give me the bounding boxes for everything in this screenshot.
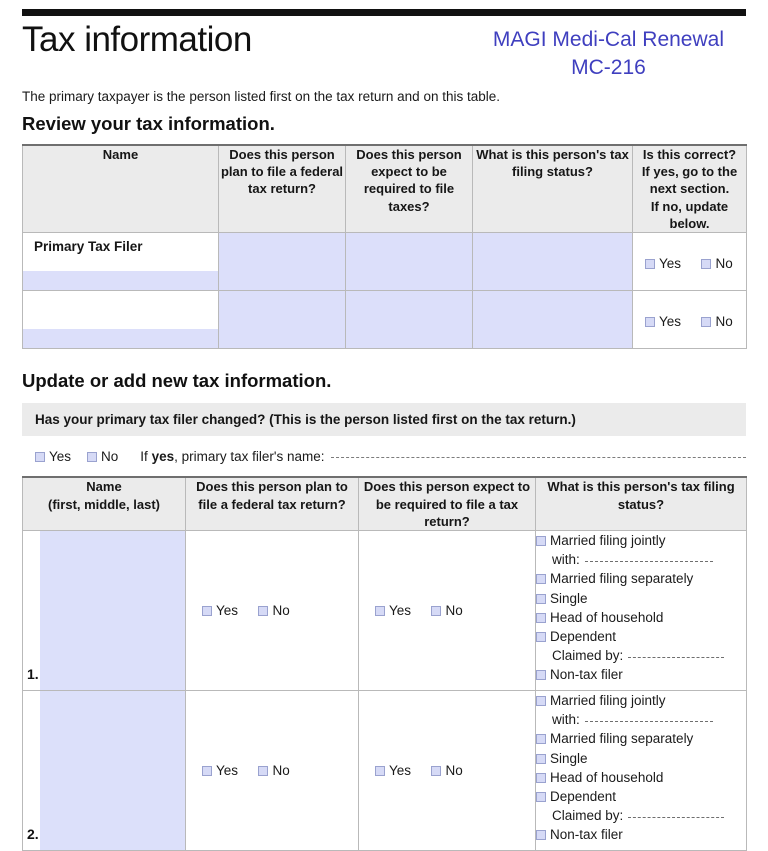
update-row-2-number: 2. <box>27 826 39 843</box>
review-section-heading: Review your tax information. <box>22 112 275 134</box>
update-row-2-plan-file-cell <box>186 691 359 851</box>
review-col-plan-file <box>219 145 346 233</box>
update-row-1-expect-required-cell <box>359 531 536 691</box>
checkbox-icon[interactable] <box>645 259 655 269</box>
review-row-1-plan-file-input[interactable] <box>219 233 346 291</box>
status-label-single: Single <box>550 750 588 766</box>
update-row-2-plan-file-no[interactable] <box>258 763 289 778</box>
update-col-name-sublabel: (first, middle, last) <box>48 496 160 512</box>
review-row-1-yes-option[interactable] <box>645 256 681 271</box>
checkbox-icon[interactable] <box>375 606 385 616</box>
update-row-1-name-cell <box>23 531 186 691</box>
update-row-2-expect-required-yes-label: Yes <box>389 762 412 778</box>
checkbox-icon[interactable] <box>375 766 385 776</box>
status-label-dependent: Dependent <box>550 628 617 644</box>
status-option-dependent[interactable] <box>536 627 746 646</box>
update-row-2-plan-file-no-label: No <box>272 762 290 778</box>
update-col-expect-required <box>359 477 536 530</box>
update-row-1-expect-required-no-label: No <box>445 602 463 618</box>
new-filer-name-prompt <box>140 449 324 464</box>
review-col-expect-required-label: Does this person expect to be required to file taxes? <box>356 146 462 214</box>
update-row-2-name-input[interactable] <box>40 691 185 850</box>
status-label-married-separately: Married filing separately <box>550 731 694 747</box>
update-row-1-expect-required-yes[interactable] <box>375 603 411 618</box>
married-jointly-with-input[interactable] <box>585 561 713 562</box>
is-correct-line4-post: , update <box>678 198 729 214</box>
is-correct-no-emphasis: no <box>662 198 679 214</box>
new-filer-prompt-pre: If <box>140 449 152 465</box>
review-row-2-name-input[interactable] <box>23 329 218 348</box>
checkbox-icon[interactable] <box>536 632 546 642</box>
primary-tax-filer-label: Primary Tax Filer <box>34 239 143 255</box>
review-col-name-label: Name <box>102 146 139 162</box>
review-row-1-name-cell <box>23 233 219 291</box>
form-number: MC-216 <box>571 56 646 80</box>
checkbox-icon[interactable] <box>536 594 546 604</box>
review-table <box>22 144 747 349</box>
checkbox-icon[interactable] <box>35 452 45 462</box>
update-row-2-plan-file-yes[interactable] <box>202 763 238 778</box>
table-row <box>23 691 747 851</box>
status-label-head-of-household: Head of household <box>550 769 664 785</box>
status-label-with: with: <box>552 712 580 728</box>
checkbox-icon[interactable] <box>536 670 546 680</box>
checkbox-icon[interactable] <box>536 536 546 546</box>
status-label-with: with: <box>552 552 580 568</box>
claimed-by-input[interactable] <box>628 657 724 658</box>
update-row-1-status-options <box>536 531 746 684</box>
update-row-2-expect-required-options <box>375 762 479 780</box>
update-table-header-row <box>23 477 747 530</box>
checkbox-icon[interactable] <box>258 606 268 616</box>
checkbox-icon[interactable] <box>536 574 546 584</box>
update-row-2-expect-required-yes[interactable] <box>375 763 411 778</box>
checkbox-icon[interactable] <box>536 792 546 802</box>
update-row-1-plan-file-cell <box>186 531 359 691</box>
status-label-single: Single <box>550 590 588 606</box>
update-row-1-plan-file-yes-label: Yes <box>216 602 239 618</box>
checkbox-icon[interactable] <box>536 754 546 764</box>
review-row-2-no-label: No <box>715 314 733 330</box>
checkbox-icon[interactable] <box>536 830 546 840</box>
top-rule-divider <box>22 9 746 16</box>
review-row-1-no-label: No <box>715 256 733 272</box>
status-label-non-tax-filer: Non-tax filer <box>550 827 623 843</box>
is-correct-line2-pre: If <box>641 164 654 180</box>
checkbox-icon[interactable] <box>536 613 546 623</box>
new-filer-prompt-post: , primary tax filer's name: <box>174 449 325 465</box>
form-identifier <box>493 20 746 83</box>
status-option-claimed-by <box>536 646 746 665</box>
checkbox-icon[interactable] <box>536 734 546 744</box>
review-row-2-name-cell <box>23 291 219 349</box>
update-row-1-expect-required-options <box>375 602 479 620</box>
table-row <box>23 233 747 291</box>
filer-changed-no-option[interactable] <box>87 449 118 464</box>
is-correct-line2 <box>633 163 746 180</box>
update-col-expect-required-label: Does this person expect to be required to file a tax return? <box>363 479 531 529</box>
review-row-2-no-option[interactable] <box>701 314 732 329</box>
review-row-1-yes-label: Yes <box>659 256 682 272</box>
update-row-1-expect-required-yes-label: Yes <box>389 602 412 618</box>
is-correct-line3: next section. <box>649 181 730 197</box>
update-col-name <box>23 477 186 530</box>
update-row-1-name-input[interactable] <box>40 531 185 690</box>
status-label-married-jointly: Married filing jointly <box>550 533 666 549</box>
page-title: Tax information <box>22 20 252 59</box>
review-row-2-plan-file-input[interactable] <box>219 291 346 349</box>
review-row-1-name-input[interactable] <box>23 271 218 290</box>
review-col-is-correct <box>633 145 747 233</box>
update-col-name-label: Name <box>86 479 122 495</box>
status-label-claimed-by: Claimed by: <box>552 648 624 664</box>
review-col-plan-file-label: Does this person plan to file a federal tax return? <box>220 146 344 197</box>
form-page <box>0 9 768 843</box>
primary-filer-changed-banner: Has your primary tax filer changed? (This is the person listed first on the tax return.) <box>22 403 746 436</box>
primary-filer-changed-answer-row <box>22 436 746 476</box>
review-row-1-expect-required-input[interactable] <box>346 233 473 291</box>
review-table-header-row <box>23 145 747 233</box>
checkbox-icon[interactable] <box>645 317 655 327</box>
status-option-head-of-household[interactable] <box>536 608 746 627</box>
filer-changed-no-label: No <box>101 449 119 465</box>
status-option-married-separately[interactable] <box>536 569 746 588</box>
update-table <box>22 476 747 851</box>
update-row-2-name-cell <box>23 691 186 851</box>
filer-changed-yes-option[interactable] <box>35 449 71 464</box>
update-col-filing-status-label: What is this person's tax filing status? <box>547 479 735 512</box>
update-row-1-number: 1. <box>27 666 39 683</box>
review-row-2-yes-label: Yes <box>659 314 682 330</box>
status-option-married-jointly-with <box>536 710 746 729</box>
intro-text: The primary taxpayer is the person listed first on the tax return and on this table. <box>22 88 500 104</box>
status-option-non-tax-filer[interactable] <box>536 665 746 684</box>
checkbox-icon[interactable] <box>536 773 546 783</box>
status-option-single[interactable] <box>536 749 746 768</box>
review-col-filing-status <box>473 145 633 233</box>
checkbox-icon[interactable] <box>202 606 212 616</box>
review-col-expect-required <box>346 145 473 233</box>
status-option-head-of-household[interactable] <box>536 768 746 787</box>
review-row-1-is-correct-cell <box>633 233 747 291</box>
checkbox-icon[interactable] <box>431 766 441 776</box>
update-row-2-expect-required-no-label: No <box>445 762 463 778</box>
new-filer-name-input[interactable] <box>331 457 746 458</box>
claimed-by-input[interactable] <box>628 817 724 818</box>
update-row-1-plan-file-options <box>202 602 306 620</box>
review-row-2-yes-option[interactable] <box>645 314 681 329</box>
status-label-married-separately: Married filing separately <box>550 571 694 587</box>
page-header <box>22 20 746 83</box>
review-row-1-no-option[interactable] <box>701 256 732 271</box>
update-row-1-expect-required-no[interactable] <box>431 603 462 618</box>
status-option-claimed-by <box>536 806 746 825</box>
status-label-non-tax-filer: Non-tax filer <box>550 667 623 683</box>
update-row-2-expect-required-cell <box>359 691 536 851</box>
update-row-1-plan-file-yes[interactable] <box>202 603 238 618</box>
checkbox-icon[interactable] <box>202 766 212 776</box>
update-row-2-filing-status-cell <box>536 691 747 851</box>
update-row-2-status-options <box>536 691 746 844</box>
review-row-1-filing-status-input[interactable] <box>473 233 633 291</box>
update-row-1-filing-status-cell <box>536 531 747 691</box>
review-col-name <box>23 145 219 233</box>
married-jointly-with-input[interactable] <box>585 721 713 722</box>
status-label-dependent: Dependent <box>550 788 617 804</box>
update-row-2-plan-file-yes-label: Yes <box>216 762 239 778</box>
checkbox-icon[interactable] <box>701 259 711 269</box>
status-label-claimed-by: Claimed by: <box>552 808 624 824</box>
checkbox-icon[interactable] <box>258 766 268 776</box>
review-row-2-filing-status-input[interactable] <box>473 291 633 349</box>
update-row-1-plan-file-no[interactable] <box>258 603 289 618</box>
checkbox-icon[interactable] <box>87 452 97 462</box>
checkbox-icon[interactable] <box>431 606 441 616</box>
form-name: MAGI Medi-Cal Renewal <box>492 28 724 51</box>
is-correct-yes-emphasis: yes <box>653 164 676 180</box>
update-row-2-plan-file-options <box>202 762 306 780</box>
table-row <box>23 531 747 691</box>
new-filer-prompt-emphasis: yes <box>151 449 175 465</box>
update-row-2-expect-required-no[interactable] <box>431 763 462 778</box>
status-label-head-of-household: Head of household <box>550 609 664 625</box>
table-row <box>23 291 747 349</box>
filer-changed-yes-label: Yes <box>49 449 72 465</box>
checkbox-icon[interactable] <box>536 696 546 706</box>
status-option-married-jointly[interactable] <box>536 531 746 550</box>
status-option-married-jointly[interactable] <box>536 691 746 710</box>
review-row-2-is-correct-cell <box>633 291 747 349</box>
update-col-plan-file-label: Does this person plan to file a federal tax return? <box>196 479 348 512</box>
status-option-dependent[interactable] <box>536 787 746 806</box>
status-option-single[interactable] <box>536 589 746 608</box>
is-correct-line1: Is this correct? <box>642 146 737 162</box>
status-option-married-separately[interactable] <box>536 729 746 748</box>
status-option-married-jointly-with <box>536 550 746 569</box>
is-correct-line2-post: , go to the <box>675 164 738 180</box>
update-row-1-plan-file-no-label: No <box>272 602 290 618</box>
status-option-non-tax-filer[interactable] <box>536 825 746 844</box>
checkbox-icon[interactable] <box>701 317 711 327</box>
status-label-married-jointly: Married filing jointly <box>550 693 666 709</box>
is-correct-line4 <box>633 198 746 215</box>
review-col-filing-status-label: What is this person's tax filing status? <box>476 146 629 180</box>
is-correct-line4-pre: If <box>650 198 663 214</box>
update-section-heading: Update or add new tax information. <box>22 370 332 392</box>
update-col-plan-file <box>186 477 359 530</box>
review-row-2-expect-required-input[interactable] <box>346 291 473 349</box>
update-col-filing-status <box>536 477 747 530</box>
is-correct-line5: below. <box>669 216 710 232</box>
